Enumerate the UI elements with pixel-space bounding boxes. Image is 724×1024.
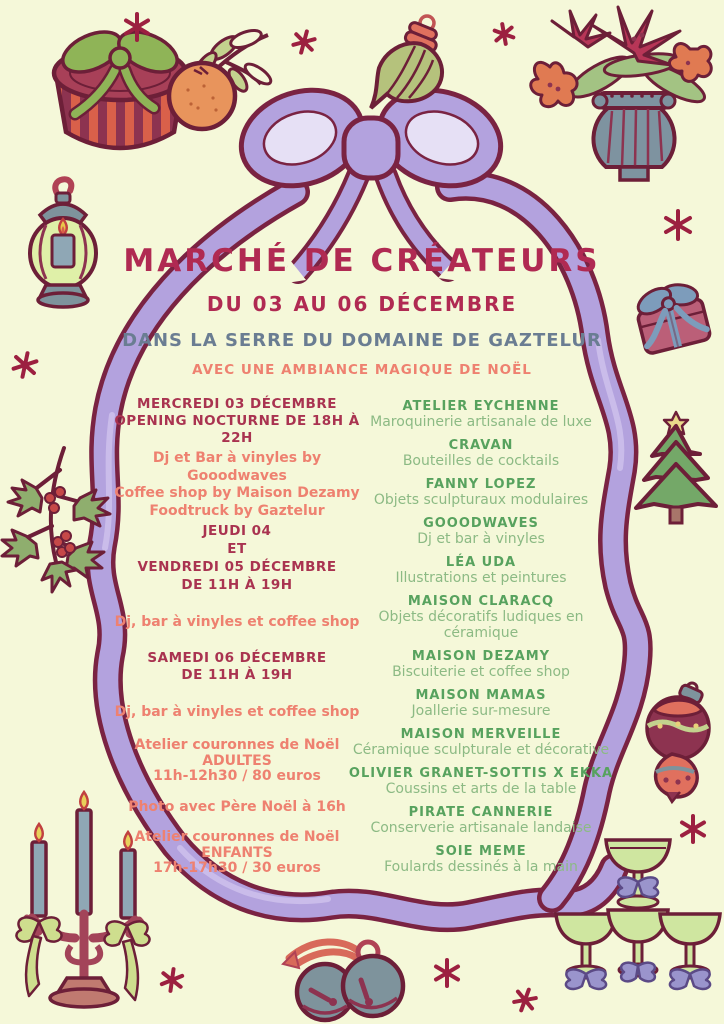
photo-santa (103, 800, 371, 816)
jingle-bells-icon (283, 942, 403, 1020)
schedule-saturday-details (103, 704, 371, 722)
vendor-name: CRAVAN (448, 438, 514, 453)
workshop-line: ADULTES (202, 752, 272, 769)
vendor-name: SOIE MEME (435, 844, 527, 859)
vendor-description: Conserverie artisanale landaise (370, 820, 592, 836)
vendor-entry (340, 516, 622, 547)
bauble-ornaments-icon (647, 683, 709, 802)
vendor-entry (340, 438, 622, 469)
vendor-description: Céramique sculpturale et décorative (352, 742, 610, 758)
workshop-line: 11h-12h30 / 80 euros (153, 768, 321, 784)
schedule-line: DE 11H À 19H (181, 577, 293, 593)
vendor-description: Coussins et arts de la table (385, 781, 577, 797)
schedule-thursday-friday-heading (103, 522, 371, 594)
schedule-line: Foodtruck by Gaztelur (149, 502, 325, 519)
poster-dates: DU 03 AU 06 DÉCEMBRE (206, 292, 518, 316)
vendor-description: Dj et bar à vinyles (417, 531, 545, 547)
vendors-column (340, 399, 622, 875)
vendor-description: Foulards dessinés à la main (384, 859, 578, 875)
vendor-name: MAISON CLARACQ (407, 594, 555, 609)
vendor-entry (340, 594, 622, 641)
vendor-entry (340, 649, 622, 680)
schedule-column (103, 396, 371, 896)
spinning-ornament-icon (371, 16, 442, 108)
schedule-line: SAMEDI 06 DÉCEMBRE (147, 650, 327, 666)
workshop-adults (103, 738, 371, 785)
schedule-line: DE 11H À 19H (181, 667, 293, 683)
vendor-description: Illustrations et peintures (395, 570, 567, 586)
flower-vase-icon (531, 7, 712, 180)
vendor-entry (340, 399, 622, 430)
christmas-tree-icon (636, 412, 716, 523)
schedule-line: ET (227, 541, 247, 557)
schedule-wednesday-details (103, 450, 371, 520)
vendor-description: Biscuiterie et coffee shop (392, 664, 570, 680)
schedule-line: JEUDI 04 (202, 523, 272, 539)
vendor-name: MAISON MERVEILLE (400, 727, 562, 742)
vendor-name: ATELIER EYCHENNE (402, 399, 560, 414)
gift-box-icon (54, 24, 186, 148)
poster-tagline: AVEC UNE AMBIANCE MAGIQUE DE NOËL (192, 362, 532, 378)
vendor-entry (340, 727, 622, 758)
vendor-description: Bouteilles de cocktails (402, 453, 560, 469)
vendor-name: GOOODWAVES (423, 516, 539, 531)
poster-location: DANS LA SERRE DU DOMAINE DE GAZTELUR (122, 330, 602, 351)
vendor-description: Maroquinerie artisanale de luxe (370, 414, 592, 430)
workshop-line: Atelier couronnes de Noël (134, 829, 340, 845)
schedule-line: Dj, bar à vinyles et coffee shop (114, 614, 360, 630)
schedule-wednesday-heading (103, 396, 371, 447)
workshop-kids (103, 830, 371, 877)
schedule-thursday-friday-details (103, 614, 371, 632)
vendor-entry (340, 688, 622, 719)
vendor-name: PIRATE CANNERIE (408, 805, 554, 820)
workshop-line: ENFANTS (201, 844, 273, 861)
schedule-line: OPENING NOCTURNE DE 18H À 22H (114, 413, 360, 446)
schedule-line: Coffee shop by Maison Dezamy (114, 485, 360, 501)
vendor-entry (340, 555, 622, 586)
vendor-name: LÉA UDA (445, 555, 517, 570)
vendor-name: MAISON DEZAMY (411, 649, 551, 664)
schedule-line: Dj, bar à vinyles et coffee shop (114, 704, 360, 720)
vendor-name: MAISON MAMAS (415, 688, 547, 703)
workshop-line: Atelier couronnes de Noël (134, 737, 340, 753)
vendor-entry (340, 477, 622, 508)
vendor-entry (340, 805, 622, 836)
schedule-line: MERCREDI 03 DÉCEMBRE (137, 396, 337, 412)
schedule-saturday-heading (103, 650, 371, 684)
vendor-name: OLIVIER GRANET-SOTTIS X EKKA (348, 766, 614, 781)
poster-title: MARCHÉ DE CRÉATEURS (123, 243, 601, 279)
schedule-line: Dj et Bar à vinyles by Gooodwaves (152, 450, 322, 484)
vendor-entry (340, 766, 622, 797)
vendor-description: Objets décoratifs ludiques en céramique (378, 609, 584, 641)
vendor-description: Objets sculpturaux modulaires (373, 492, 589, 508)
vendor-description: Joallerie sur-mesure (411, 703, 551, 719)
vendor-name: FANNY LOPEZ (425, 477, 537, 492)
schedule-line: VENDREDI 05 DÉCEMBRE (137, 559, 337, 575)
workshop-line: 17h-17h30 / 30 euros (153, 860, 321, 876)
workshop-line: Photo avec Père Noël à 16h (128, 799, 346, 815)
vendor-entry (340, 844, 622, 875)
